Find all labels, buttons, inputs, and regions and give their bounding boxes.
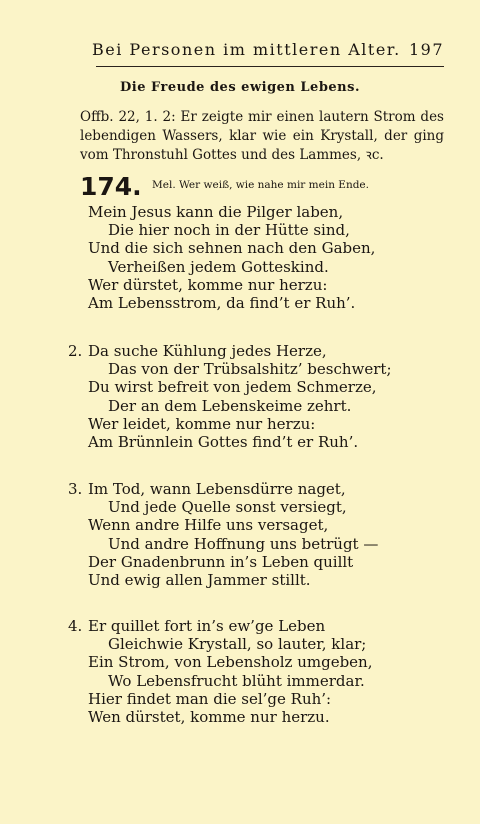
verse-line: Gleichwie Krystall, so lauter, klar; (108, 635, 367, 654)
verse-line: Wen dürstet, komme nur herzu. (88, 708, 330, 727)
verse-number: 3. (68, 480, 83, 498)
verse-line: Ein Strom, von Lebensholz umgeben, (88, 653, 373, 672)
verse-line: Wer leidet, komme nur herzu: (88, 414, 316, 433)
verse-2 (68, 342, 448, 452)
verse-3 (68, 480, 448, 590)
verse-line: Hier findet man die sel’ge Ruh’: (88, 689, 332, 708)
verse-line: Wenn andre Hilfe uns versaget, (88, 516, 329, 535)
verse-line: Da suche Kühlung jedes Herze, (88, 342, 327, 360)
verse-line: Wer dürstet, komme nur herzu: (88, 275, 328, 294)
verse-number: 4. (68, 617, 83, 635)
verse-line: Und jede Quelle sonst versiegt, (108, 498, 347, 517)
verse-line: Er quillet fort in’s ew’ge Leben (88, 617, 326, 635)
page-header (92, 40, 444, 59)
verse-line: Der Gnadenbrunn in’s Leben quillt (88, 552, 354, 571)
page-number: 197 (408, 40, 444, 59)
verse-line: Und die sich sehnen nach den Gaben, (88, 239, 376, 258)
section-title: Die Freude des ewigen Lebens. (120, 80, 360, 95)
verse-line: Der an dem Lebenskeime zehrt. (108, 396, 352, 415)
verse-line: Am Lebensstrom, da find’t er Ruh’. (88, 294, 356, 313)
verse-number: 2. (68, 342, 83, 360)
hymn-number: 174. (80, 172, 142, 201)
verse-line: Verheißen jedem Gotteskind. (108, 257, 329, 276)
verse-line: Und andre Hoffnung uns betrügt — (108, 534, 379, 553)
verse-line: Die hier noch in der Hütte sind, (108, 221, 350, 240)
verse-line: Wo Lebensfrucht blüht immerdar. (108, 671, 365, 690)
running-title: Bei Personen im mittleren Alter. (92, 40, 401, 59)
verse-line: Im Tod, wann Lebensdürre naget, (88, 480, 346, 498)
melody-line: Mel. Wer weiß, wie nahe mir mein Ende. (152, 179, 369, 191)
verse-line: Am Brünnlein Gottes find’t er Ruh’. (88, 433, 359, 452)
verse-line: Mein Jesus kann die Pilger laben, (88, 203, 344, 221)
header-rule (96, 66, 444, 67)
verse-line: Das von der Trübsalshitz’ beschwert; (108, 360, 392, 379)
verse-1 (88, 203, 448, 312)
verse-line: Du wirst befreit von jedem Schmerze, (88, 378, 377, 397)
verse-4 (68, 617, 448, 727)
scripture-motto: Offb. 22, 1. 2: Er zeigte mir einen lautern Strom des lebendigen Wassers, klar wie ein Krystall, der ging vom Thronstuhl Gottes und des Lammes, ꝛc. (80, 109, 444, 163)
verse-line: Und ewig allen Jammer stillt. (88, 571, 311, 590)
